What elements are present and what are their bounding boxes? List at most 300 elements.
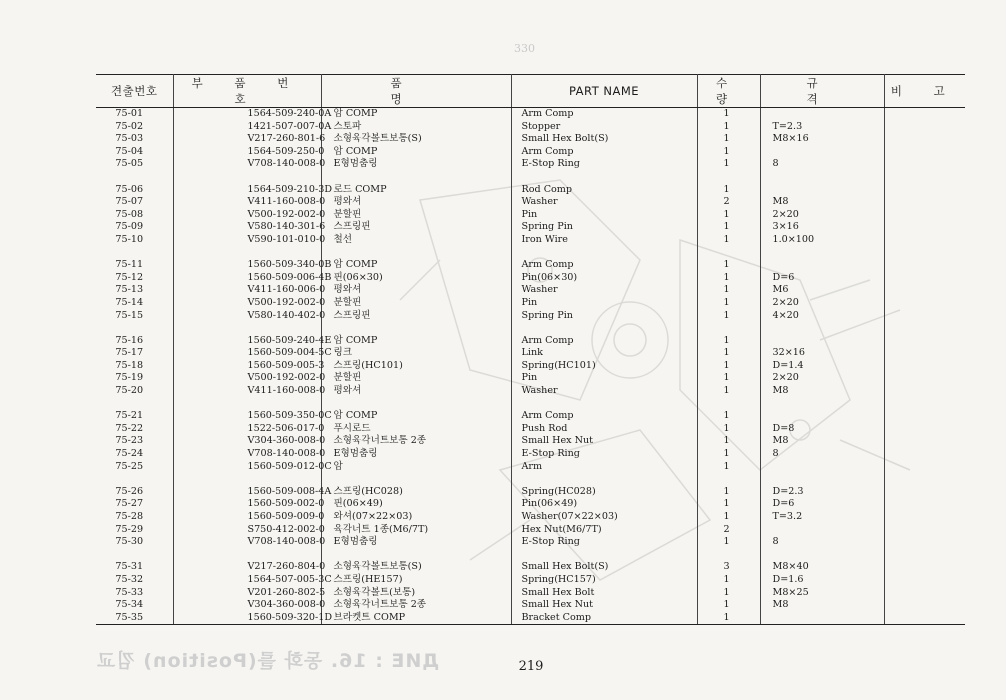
specification-cell: D=8 — [760, 423, 884, 436]
quantity-cell: 1 — [697, 498, 760, 511]
row-spacer — [96, 398, 965, 411]
spacer-cell — [321, 398, 511, 411]
faint-page-mark: 330 — [514, 42, 535, 55]
item-number-cell: 75-34 — [96, 599, 173, 612]
spacer-cell — [511, 171, 697, 184]
part-name-cell: Washer(07×22×03) — [511, 511, 697, 524]
specification-cell: D=1.6 — [760, 574, 884, 587]
quantity-cell: 3 — [697, 561, 760, 574]
part-name-korean-cell: 스프링핀 — [321, 310, 511, 323]
remarks-cell — [884, 259, 965, 272]
spacer-cell — [321, 171, 511, 184]
row-spacer — [96, 322, 965, 335]
row-spacer — [96, 171, 965, 184]
spacer-cell — [96, 473, 173, 486]
part-name-cell: Spring(HC028) — [511, 486, 697, 499]
specification-cell: M8×16 — [760, 133, 884, 146]
item-number-cell: 75-31 — [96, 561, 173, 574]
quantity-cell: 2 — [697, 524, 760, 537]
part-name-korean-cell: E형멈춤링 — [321, 158, 511, 171]
row-spacer — [96, 247, 965, 260]
spacer-cell — [697, 398, 760, 411]
item-number-cell: 75-23 — [96, 435, 173, 448]
item-number-cell: 75-01 — [96, 108, 173, 121]
table-row — [96, 599, 965, 612]
part-name-korean-cell: 철선 — [321, 234, 511, 247]
header-spec: 규 격 — [760, 75, 884, 108]
table-row — [96, 196, 965, 209]
part-number-cell: S750-412-002-0 — [173, 524, 321, 537]
table-row — [96, 435, 965, 448]
part-number-cell: V708-140-008-0 — [173, 448, 321, 461]
item-number-cell: 75-11 — [96, 259, 173, 272]
remarks-cell — [884, 498, 965, 511]
table-row — [96, 536, 965, 549]
part-number-cell: V201-260-802-5 — [173, 587, 321, 600]
parts-table — [96, 74, 965, 625]
part-name-korean-cell: 평와셔 — [321, 385, 511, 398]
part-number-cell: 1560-509-009-0 — [173, 511, 321, 524]
part-name-korean-cell: 와셔(07×22×03) — [321, 511, 511, 524]
quantity-cell: 1 — [697, 599, 760, 612]
quantity-cell: 1 — [697, 272, 760, 285]
table-row — [96, 284, 965, 297]
header-no: 견출번호 — [96, 75, 173, 108]
part-name-korean-cell: 스프링(HC101) — [321, 360, 511, 373]
part-name-korean-cell: 소형육각너트보통 2종 — [321, 435, 511, 448]
part-number-cell: 1564-509-250-0 — [173, 146, 321, 159]
part-name-korean-cell: E형멈춤링 — [321, 448, 511, 461]
quantity-cell: 1 — [697, 209, 760, 222]
table-row — [96, 108, 965, 121]
specification-cell — [760, 612, 884, 625]
item-number-cell: 75-20 — [96, 385, 173, 398]
spacer-cell — [173, 398, 321, 411]
part-name-cell: Pin — [511, 297, 697, 310]
table-row — [96, 385, 965, 398]
item-number-cell: 75-25 — [96, 461, 173, 474]
remarks-cell — [884, 536, 965, 549]
remarks-cell — [884, 234, 965, 247]
spacer-cell — [511, 398, 697, 411]
spacer-cell — [96, 398, 173, 411]
part-number-cell: 1560-509-320-1D — [173, 612, 321, 625]
spacer-cell — [96, 171, 173, 184]
specification-cell: 2×20 — [760, 372, 884, 385]
table-row — [96, 372, 965, 385]
specification-cell: 3×16 — [760, 221, 884, 234]
header-part-name: PART NAME — [511, 75, 697, 108]
item-number-cell: 75-05 — [96, 158, 173, 171]
remarks-cell — [884, 335, 965, 348]
spacer-cell — [173, 549, 321, 562]
part-number-cell: 1560-509-240-4E — [173, 335, 321, 348]
remarks-cell — [884, 108, 965, 121]
part-number-cell: V411-160-006-0 — [173, 284, 321, 297]
item-number-cell: 75-29 — [96, 524, 173, 537]
part-name-cell: Arm Comp — [511, 146, 697, 159]
table-row — [96, 272, 965, 285]
part-name-cell: Bracket Comp — [511, 612, 697, 625]
item-number-cell: 75-12 — [96, 272, 173, 285]
table-row — [96, 486, 965, 499]
part-number-cell: V411-160-008-0 — [173, 385, 321, 398]
specification-cell: M8 — [760, 599, 884, 612]
remarks-cell — [884, 184, 965, 197]
specification-cell: 32×16 — [760, 347, 884, 360]
part-name-korean-cell: 암 COMP — [321, 335, 511, 348]
part-name-korean-cell: 핀(06×49) — [321, 498, 511, 511]
part-name-korean-cell: 분할핀 — [321, 209, 511, 222]
item-number-cell: 75-22 — [96, 423, 173, 436]
item-number-cell: 75-16 — [96, 335, 173, 348]
quantity-cell: 1 — [697, 612, 760, 625]
part-number-cell: 1522-506-017-0 — [173, 423, 321, 436]
part-name-cell: Small Hex Bolt(S) — [511, 561, 697, 574]
remarks-cell — [884, 133, 965, 146]
spacer-cell — [760, 322, 884, 335]
item-number-cell: 75-30 — [96, 536, 173, 549]
part-number-cell: 1560-509-350-0C — [173, 410, 321, 423]
part-name-korean-cell: 분할핀 — [321, 297, 511, 310]
part-name-korean-cell: 소형육각너트보통 2종 — [321, 599, 511, 612]
specification-cell: D=6 — [760, 498, 884, 511]
header-remarks: 비 고 — [884, 75, 965, 108]
remarks-cell — [884, 486, 965, 499]
quantity-cell: 1 — [697, 259, 760, 272]
part-name-cell: Washer — [511, 385, 697, 398]
remarks-cell — [884, 448, 965, 461]
remarks-cell — [884, 347, 965, 360]
part-name-cell: Small Hex Bolt — [511, 587, 697, 600]
remarks-cell — [884, 196, 965, 209]
item-number-cell: 75-33 — [96, 587, 173, 600]
part-name-cell: Iron Wire — [511, 234, 697, 247]
part-number-cell: V304-360-008-0 — [173, 435, 321, 448]
spacer-cell — [173, 473, 321, 486]
remarks-cell — [884, 297, 965, 310]
remarks-cell — [884, 121, 965, 134]
remarks-cell — [884, 385, 965, 398]
specification-cell: 1.0×100 — [760, 234, 884, 247]
specification-cell: 8 — [760, 536, 884, 549]
spacer-cell — [321, 322, 511, 335]
specification-cell — [760, 146, 884, 159]
spacer-cell — [321, 247, 511, 260]
quantity-cell: 1 — [697, 310, 760, 323]
part-number-cell: V500-192-002-0 — [173, 297, 321, 310]
specification-cell — [760, 524, 884, 537]
spacer-cell — [697, 549, 760, 562]
remarks-cell — [884, 360, 965, 373]
part-name-korean-cell: 암 COMP — [321, 146, 511, 159]
part-name-korean-cell: 암 — [321, 461, 511, 474]
part-name-korean-cell: 암 COMP — [321, 259, 511, 272]
remarks-cell — [884, 410, 965, 423]
item-number-cell: 75-32 — [96, 574, 173, 587]
spacer-cell — [884, 322, 965, 335]
bleed-through-text: ДИЕ : 16. 동화 를(Position) 낌교 — [96, 650, 440, 672]
part-name-korean-cell: 브라켓트 COMP — [321, 612, 511, 625]
part-name-korean-cell: 평와셔 — [321, 284, 511, 297]
table-row — [96, 158, 965, 171]
remarks-cell — [884, 158, 965, 171]
quantity-cell: 1 — [697, 133, 760, 146]
part-name-korean-cell: 스토파 — [321, 121, 511, 134]
table-row — [96, 524, 965, 537]
item-number-cell: 75-19 — [96, 372, 173, 385]
quantity-cell: 1 — [697, 234, 760, 247]
part-name-korean-cell: 소형육각볼트(보통) — [321, 587, 511, 600]
spacer-cell — [760, 247, 884, 260]
remarks-cell — [884, 461, 965, 474]
table-row — [96, 184, 965, 197]
table-row — [96, 461, 965, 474]
quantity-cell: 1 — [697, 448, 760, 461]
part-name-cell: Pin — [511, 209, 697, 222]
quantity-cell: 1 — [697, 184, 760, 197]
part-number-cell: V708-140-008-0 — [173, 536, 321, 549]
part-name-korean-cell: 푸시로드 — [321, 423, 511, 436]
part-number-cell: V304-360-008-0 — [173, 599, 321, 612]
remarks-cell — [884, 574, 965, 587]
spacer-cell — [884, 549, 965, 562]
specification-cell: M8 — [760, 196, 884, 209]
part-name-cell: Arm Comp — [511, 410, 697, 423]
spacer-cell — [760, 171, 884, 184]
row-spacer — [96, 549, 965, 562]
quantity-cell: 1 — [697, 486, 760, 499]
table-body — [96, 108, 965, 625]
quantity-cell: 1 — [697, 410, 760, 423]
spacer-cell — [760, 398, 884, 411]
table-row — [96, 335, 965, 348]
item-number-cell: 75-02 — [96, 121, 173, 134]
part-number-cell: 1560-509-340-0B — [173, 259, 321, 272]
part-number-cell: 1421-507-007-0A — [173, 121, 321, 134]
specification-cell: 2×20 — [760, 297, 884, 310]
table-row — [96, 310, 965, 323]
specification-cell: D=6 — [760, 272, 884, 285]
item-number-cell: 75-17 — [96, 347, 173, 360]
spacer-cell — [697, 473, 760, 486]
spacer-cell — [884, 398, 965, 411]
part-number-cell: 1560-509-006-4B — [173, 272, 321, 285]
part-name-cell: Small Hex Nut — [511, 435, 697, 448]
remarks-cell — [884, 561, 965, 574]
quantity-cell: 1 — [697, 461, 760, 474]
quantity-cell: 1 — [697, 385, 760, 398]
remarks-cell — [884, 284, 965, 297]
specification-cell: 2×20 — [760, 209, 884, 222]
specification-cell: D=2.3 — [760, 486, 884, 499]
spacer-cell — [173, 322, 321, 335]
part-number-cell: 1560-509-002-0 — [173, 498, 321, 511]
spacer-cell — [173, 171, 321, 184]
part-name-korean-cell: 소형육각볼트보통(S) — [321, 561, 511, 574]
item-number-cell: 75-35 — [96, 612, 173, 625]
part-number-cell: V411-160-008-0 — [173, 196, 321, 209]
part-name-cell: Small Hex Nut — [511, 599, 697, 612]
part-number-cell: 1564-509-210-3D — [173, 184, 321, 197]
quantity-cell: 1 — [697, 423, 760, 436]
item-number-cell: 75-06 — [96, 184, 173, 197]
table-row — [96, 574, 965, 587]
specification-cell — [760, 184, 884, 197]
table-row — [96, 209, 965, 222]
spacer-cell — [511, 473, 697, 486]
quantity-cell: 1 — [697, 297, 760, 310]
part-name-cell: E-Stop Ring — [511, 448, 697, 461]
part-name-cell: E-Stop Ring — [511, 158, 697, 171]
table-row — [96, 297, 965, 310]
part-name-cell: Spring Pin — [511, 221, 697, 234]
part-name-korean-cell: 핀(06×30) — [321, 272, 511, 285]
part-name-korean-cell: 로드 COMP — [321, 184, 511, 197]
part-number-cell: V580-140-402-0 — [173, 310, 321, 323]
part-name-korean-cell: 육각너트 1종(M6/7T) — [321, 524, 511, 537]
part-number-cell: V500-192-002-0 — [173, 372, 321, 385]
specification-cell — [760, 335, 884, 348]
row-spacer — [96, 473, 965, 486]
part-number-cell: V590-101-010-0 — [173, 234, 321, 247]
quantity-cell: 1 — [697, 511, 760, 524]
item-number-cell: 75-24 — [96, 448, 173, 461]
part-number-cell: 1560-509-004-5C — [173, 347, 321, 360]
table-row — [96, 133, 965, 146]
part-name-korean-cell: 평와셔 — [321, 196, 511, 209]
spacer-cell — [321, 549, 511, 562]
part-name-cell: Spring(HC101) — [511, 360, 697, 373]
part-number-cell: V217-260-801-6 — [173, 133, 321, 146]
table-row — [96, 448, 965, 461]
item-number-cell: 75-14 — [96, 297, 173, 310]
quantity-cell: 1 — [697, 536, 760, 549]
part-number-cell: 1560-509-008-4A — [173, 486, 321, 499]
table-row — [96, 234, 965, 247]
remarks-cell — [884, 310, 965, 323]
specification-cell: 4×20 — [760, 310, 884, 323]
remarks-cell — [884, 587, 965, 600]
item-number-cell: 75-03 — [96, 133, 173, 146]
spacer-cell — [884, 473, 965, 486]
part-name-cell: Arm Comp — [511, 335, 697, 348]
spacer-cell — [96, 549, 173, 562]
part-number-cell: 1560-509-012-0C — [173, 461, 321, 474]
remarks-cell — [884, 524, 965, 537]
quantity-cell: 1 — [697, 108, 760, 121]
quantity-cell: 1 — [697, 146, 760, 159]
item-number-cell: 75-15 — [96, 310, 173, 323]
table-row — [96, 612, 965, 625]
specification-cell: T=2.3 — [760, 121, 884, 134]
item-number-cell: 75-27 — [96, 498, 173, 511]
header-part-number: 부 품 번 호 — [173, 75, 321, 108]
remarks-cell — [884, 423, 965, 436]
spacer-cell — [760, 473, 884, 486]
quantity-cell: 1 — [697, 221, 760, 234]
remarks-cell — [884, 599, 965, 612]
part-number-cell: 1564-507-005-3C — [173, 574, 321, 587]
parts-table-container — [96, 74, 965, 642]
specification-cell: 8 — [760, 448, 884, 461]
table-row — [96, 259, 965, 272]
part-name-cell: Arm — [511, 461, 697, 474]
item-number-cell: 75-18 — [96, 360, 173, 373]
part-name-cell: E-Stop Ring — [511, 536, 697, 549]
spacer-cell — [96, 247, 173, 260]
part-number-cell: V217-260-804-0 — [173, 561, 321, 574]
part-name-cell: Washer — [511, 196, 697, 209]
part-number-cell: V500-192-002-0 — [173, 209, 321, 222]
spacer-cell — [511, 549, 697, 562]
quantity-cell: 1 — [697, 284, 760, 297]
item-number-cell: 75-21 — [96, 410, 173, 423]
page-number: 219 — [518, 659, 544, 674]
part-name-korean-cell: 링크 — [321, 347, 511, 360]
specification-cell: M8 — [760, 385, 884, 398]
spacer-cell — [697, 322, 760, 335]
item-number-cell: 75-13 — [96, 284, 173, 297]
part-name-cell: Spring(HC157) — [511, 574, 697, 587]
item-number-cell: 75-04 — [96, 146, 173, 159]
quantity-cell: 1 — [697, 121, 760, 134]
part-number-cell: 1560-509-005-3 — [173, 360, 321, 373]
quantity-cell: 1 — [697, 360, 760, 373]
quantity-cell: 1 — [697, 372, 760, 385]
part-name-cell: Pin(06×49) — [511, 498, 697, 511]
part-name-cell: Link — [511, 347, 697, 360]
table-row — [96, 498, 965, 511]
part-name-korean-cell: 암 COMP — [321, 108, 511, 121]
specification-cell: M8 — [760, 435, 884, 448]
spacer-cell — [96, 322, 173, 335]
remarks-cell — [884, 209, 965, 222]
specification-cell: M6 — [760, 284, 884, 297]
specification-cell: M8×25 — [760, 587, 884, 600]
part-name-cell: Small Hex Bolt(S) — [511, 133, 697, 146]
item-number-cell: 75-08 — [96, 209, 173, 222]
header-qty: 수 량 — [697, 75, 760, 108]
specification-cell — [760, 259, 884, 272]
part-number-cell: 1564-509-240-0A — [173, 108, 321, 121]
remarks-cell — [884, 221, 965, 234]
spacer-cell — [511, 322, 697, 335]
part-name-korean-cell: 스프링(HE157) — [321, 574, 511, 587]
remarks-cell — [884, 272, 965, 285]
table-row — [96, 587, 965, 600]
part-number-cell: V708-140-008-0 — [173, 158, 321, 171]
part-name-korean-cell: 암 COMP — [321, 410, 511, 423]
item-number-cell: 75-26 — [96, 486, 173, 499]
part-name-korean-cell: 스프링(HC028) — [321, 486, 511, 499]
part-number-cell: V580-140-301-6 — [173, 221, 321, 234]
spacer-cell — [697, 171, 760, 184]
table-row — [96, 360, 965, 373]
specification-cell — [760, 108, 884, 121]
part-name-korean-cell: E형멈춤링 — [321, 536, 511, 549]
part-name-cell: Spring Pin — [511, 310, 697, 323]
spacer-cell — [511, 247, 697, 260]
quantity-cell: 1 — [697, 347, 760, 360]
part-name-cell: Push Rod — [511, 423, 697, 436]
table-row — [96, 410, 965, 423]
part-name-cell: Arm Comp — [511, 259, 697, 272]
spacer-cell — [173, 247, 321, 260]
spacer-cell — [884, 171, 965, 184]
item-number-cell: 75-10 — [96, 234, 173, 247]
remarks-cell — [884, 435, 965, 448]
